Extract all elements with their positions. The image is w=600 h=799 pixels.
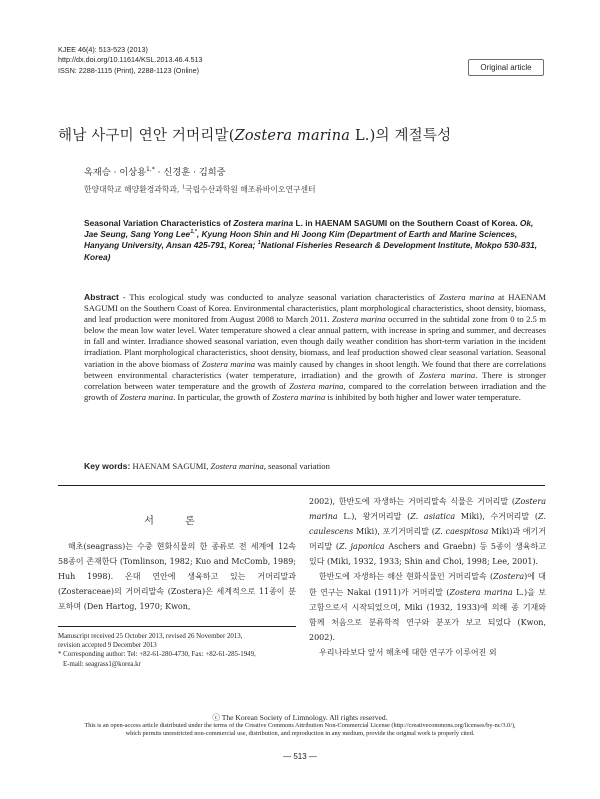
journal-meta bbox=[58, 45, 203, 76]
issn: ISSN: 2288-1115 (Print), 2288-1123 (Online) bbox=[58, 65, 200, 75]
copyright-notice: ⓒ The Korean Society of Limnology. All rights reserved. bbox=[212, 713, 388, 722]
left-column-text bbox=[58, 539, 296, 614]
doi-link[interactable]: http://dx.doi.org/10.11614/KSL.2013.46.4.513 bbox=[58, 55, 203, 65]
intro-paragraph-3: 한반도에 자생하는 해산 현화식물인 거머리말속 (Zostera)에 대한 연구는 Nakai (1911)가 거머리말 (Zostera marina L.)을 보고함으로서 시작되었으며, Miki (1932, 1933)에 의해 종 기재와 함께 처음으로 분류학적 연구와 분포가 보고 되었다 (Kwon, 2002). bbox=[309, 572, 546, 642]
english-title-block: Seasonal Variation Characteristics of Zostera marina L. in HAENAM SAGUMI on the Southern Coast of Korea. Ok, Jae Seung, Sang Yong Lee$^{1,*}$, Kyung Hoon Shin and Hi Joong Kim (Department of Earth and Marine Sciences, Hanyang University, Ansan 425-791, Korea; $^1$National Fisheries Research & Development Institute, Mokpo 530-831, Korea) bbox=[84, 218, 538, 262]
title-species: Zostera marina bbox=[234, 128, 351, 144]
received-date: Manuscript received 25 October 2013, revised 26 November 2013, bbox=[58, 633, 243, 640]
keywords: Key words: HAENAM SAGUMI, Zostera marina, seasonal variation bbox=[84, 461, 330, 471]
section-heading-introduction: 서 론 bbox=[144, 516, 209, 527]
korean-authors: 옥재승 · 이상용$^{1,*}$ · 신경훈 · 김희중 bbox=[84, 165, 226, 178]
license-line-1: This is an open-access article distributed under the terms of the Creative Commons Attribution Non-Commercial License (http://creativecommons.org/licenses/by-nc/3.0/), bbox=[84, 722, 516, 729]
section-divider bbox=[58, 485, 545, 486]
korean-title: 해남 사구미 연안 거머리말(Zostera marina L.)의 계절특성 bbox=[58, 128, 452, 144]
page-number: — 513 — bbox=[283, 752, 317, 761]
abstract: Abstract - This ecological study was conducted to analyze seasonal variation characteristics of Zostera marina at HAENAM SAGUMI on the Southern Coast of Korea. Environmental characteristics, plant morphological characteristics, shoot density, biomass, and leaf production were monitored from August 2008 to March 2011. Zostera marina occurred in the subtidal zone from 0 to 2.5 m below the mean low water level. Water temperature showed a clear annual pattern, with increase in spring and summer, and decreases in fall and winter. Irradiance showed seasonal variation, even though daily weather condition has short-term variation in the incident irradiation. Plant morphological characteristics, shoot density, biomass, and leaf production showed clear seasonal variation. Seasonal variation in the above biomass of Zostera marina was mainly caused by changes in shoot length. We found that there are correlations between environmental characteristics (water temperature, irradiation) and the growth of Zostera marina. There is stronger correlation between water temperature and the growth of Zostera marina, compared to the correlation between irradiation and the growth of Zostera marina. In particular, the growth of Zostera marina is inhibited by both higher and lower water temperature. bbox=[84, 292, 546, 402]
english-authors: Ok, Jae Seung, Sang Yong Lee$^{1,*}$, Kyung Hoon Shin and Hi Joong Kim (Department of Earth and Marine Sciences, Hanyang University, Ansan 425-791, Korea; $^1$National Fisheries Research & Development Institute, Mokpo 530-831, Korea) bbox=[84, 218, 538, 262]
intro-paragraph-1: 해초(seagrass)는 수중 현화식물의 한 종류로 전 세계에 12속 58종이 존재한다 (Tomlinson, 1982; Kuo and McComb, 1989; Huh 1998). 온대 연안에 생육하고 있는 거머리말과 (Zosteraceae)의 거머리말속 (Zostera)은 세계적으로 11종이 분포하며 (Den Hartog, 1970; Kwon, bbox=[58, 542, 296, 612]
keywords-label: Key words: bbox=[84, 461, 131, 471]
license-line-2: which permits unrestricted non-commercial use, distribution, and reproduction in any medium, provide the original work is properly cited. bbox=[125, 730, 475, 738]
korean-affiliation: 한양대학교 해양환경과학과, $^1$국립수산과학원 해조류바이오연구센터 bbox=[84, 184, 316, 194]
footnote-divider bbox=[58, 626, 296, 627]
article-type-badge: Original article bbox=[468, 59, 544, 76]
accepted-date: revision accepted 9 December 2013 bbox=[58, 642, 157, 650]
corresponding-email[interactable]: E-mail: seagrass1@korea.kr bbox=[63, 660, 141, 668]
footnote bbox=[58, 632, 298, 669]
intro-paragraph-2: 2002), 한반도에 자생하는 거머리말속 식물은 거머리말 (Zostera marina L.), 왕거머리말 (Z. asiatica Miki), 수거머리말 (Z. caulescens Miki), 포기거머리말 (Z. caespitosa Miki)과 애기거머리말 (Z. japonica Aschers and Graebn) 등 5종이 생육하고 있다 (Miki, 1932, 1933; Shin and Choi, 1998; Lee, 2001). bbox=[309, 497, 546, 567]
abstract-label: Abstract bbox=[84, 292, 119, 302]
journal-citation: KJEE 46(4): 513-523 (2013) bbox=[58, 45, 148, 54]
intro-paragraph-4: 우리나라보다 앞서 해초에 대한 연구가 이루어진 외 bbox=[319, 647, 497, 657]
license-notice bbox=[25, 722, 575, 738]
corresponding-author: * Corresponding author: Tel: +82-61-280-4730, Fax: +82-61-285-1949, bbox=[58, 651, 256, 659]
right-column-text bbox=[309, 494, 546, 660]
